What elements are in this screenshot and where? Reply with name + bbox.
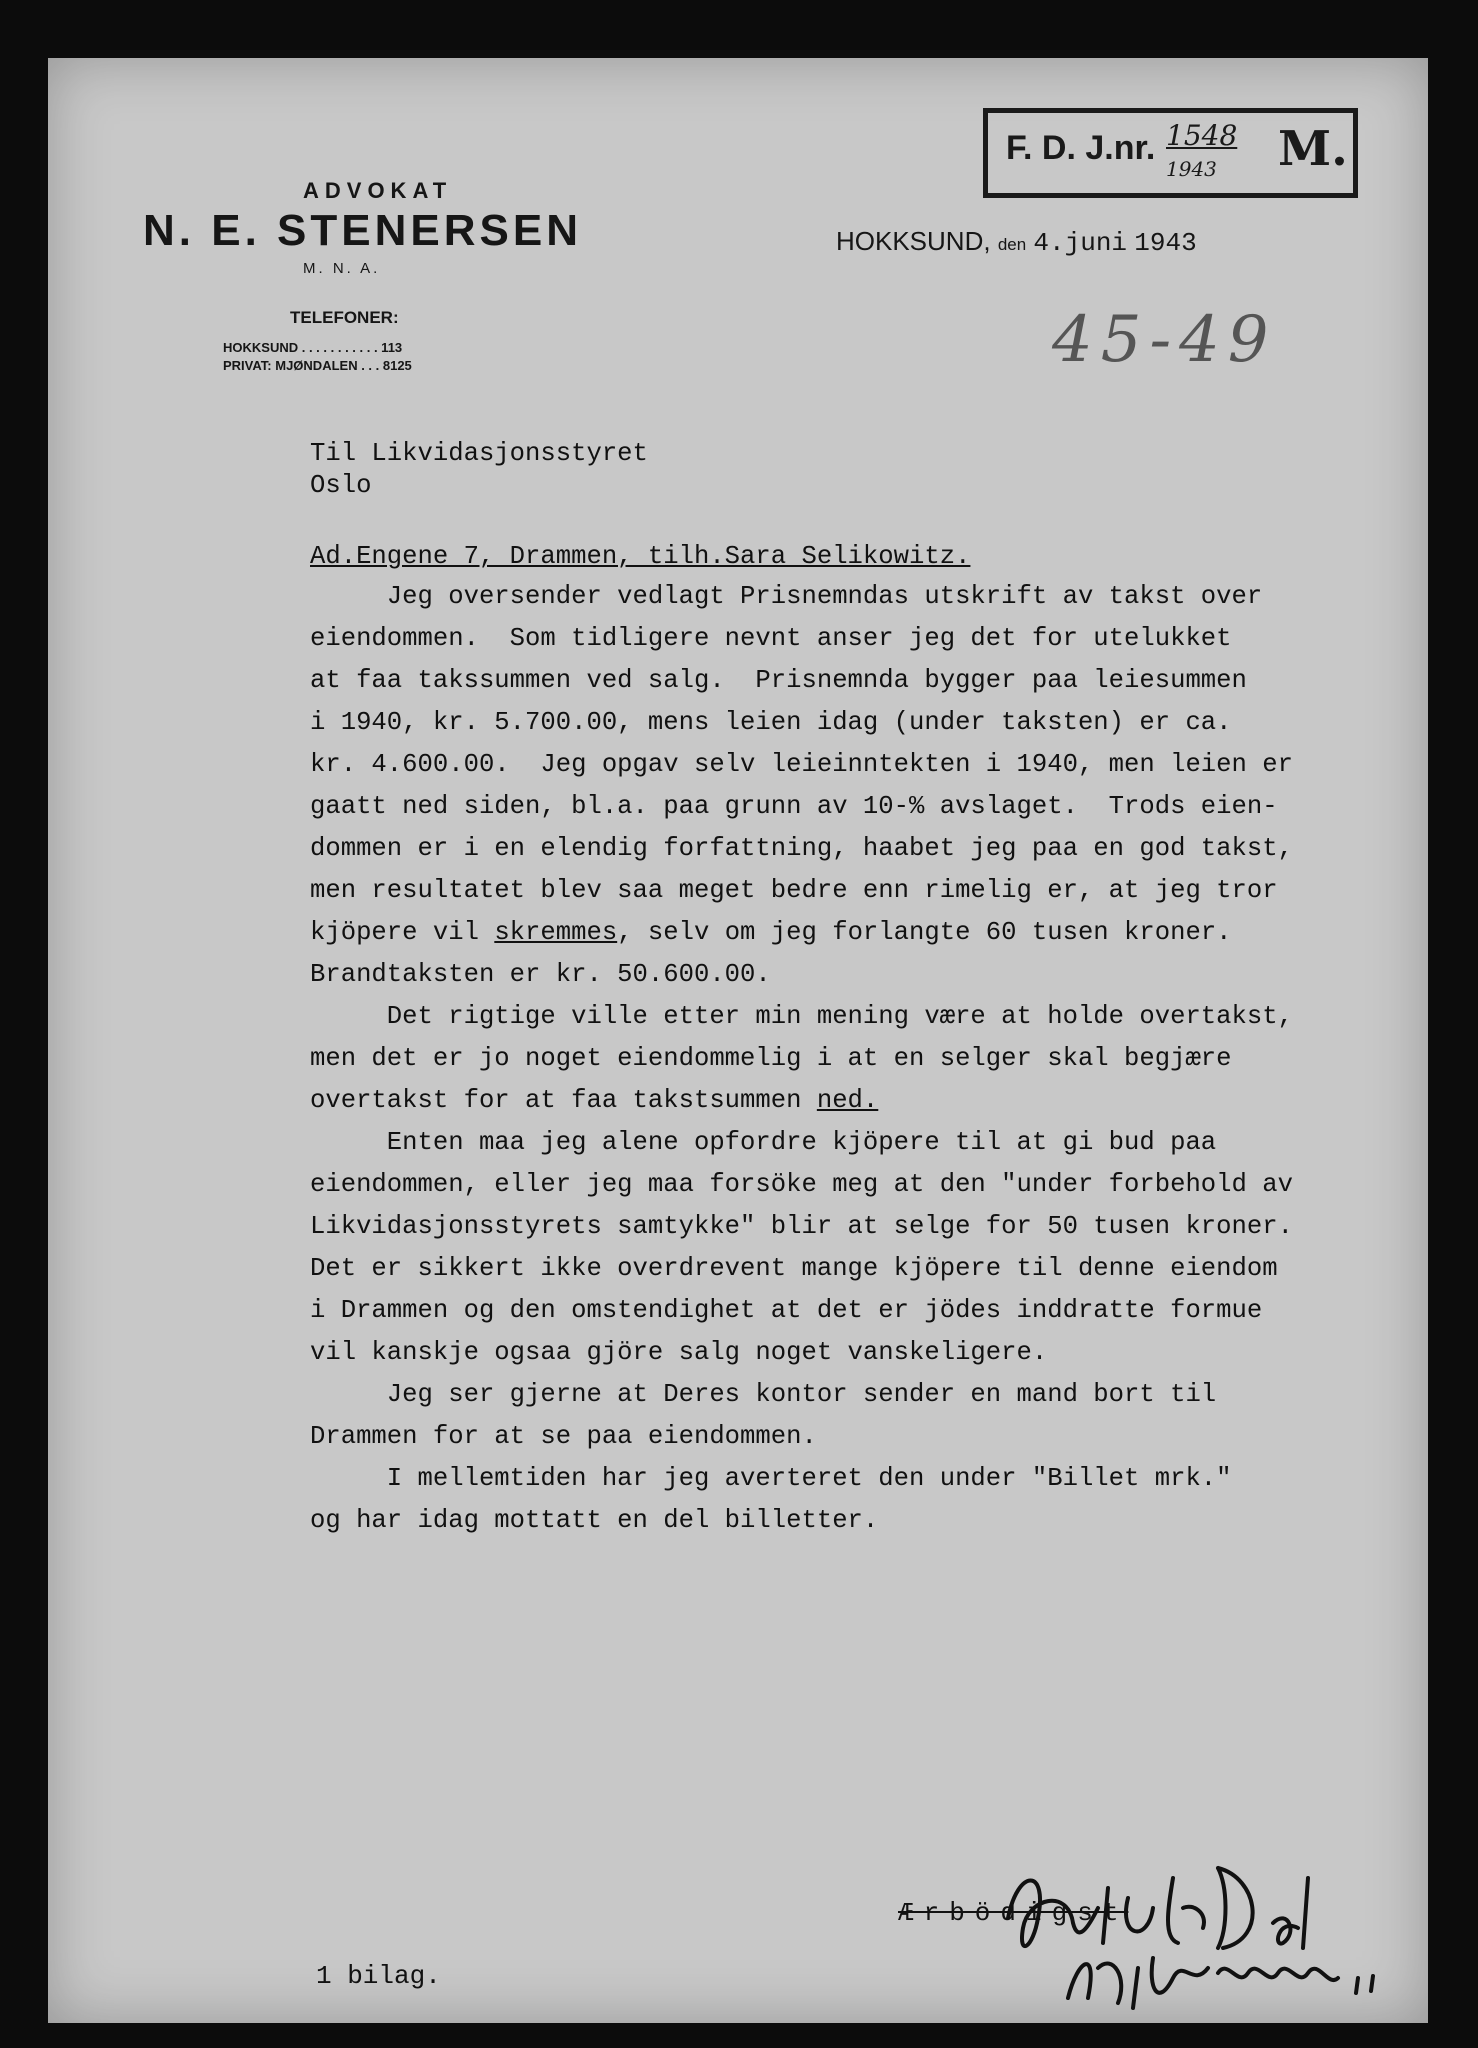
body-line: Likvidasjonsstyrets samtykke" blir at selge for 50 tusen kroner. [310,1212,1293,1241]
body-line: I mellemtiden har jeg averteret den under "Billet mrk." [310,1464,1232,1493]
body-line: dommen er i en elendig forfattning, haabet jeg paa en god takst, [310,834,1293,863]
body-line: Enten maa jeg alene opfordre kjöpere til at gi bud paa [310,1128,1217,1157]
body-line: gaatt ned siden, bl.a. paa grunn av 10-% avslaget. Trods eien- [310,792,1278,821]
underlined-word: ned. [816,1086,879,1115]
dateline [836,226,1197,258]
body-line: eiendommen, eller jeg maa forsöke meg at den "under forbehold av [310,1170,1293,1199]
telephones-heading: TELEFONER: [290,308,399,327]
body-line: i 1940, kr. 5.700.00, mens leien idag (under taksten) er ca. [310,708,1232,737]
attachment-note: 1 bilag. [316,1961,441,1991]
body-line: overtakst for at faa takstsummen [310,1086,817,1115]
body-line: Brandtaksten er kr. 50.600.00. [310,960,771,989]
body-line: eiendommen. Som tidligere nevnt anser jeg det for utelukket [310,624,1232,653]
stamp-number: 1548 [1166,119,1238,152]
date-year: 1943 [1134,228,1197,258]
recipient-line: Til Likvidasjonsstyret [310,439,648,468]
body-line: og har idag mottatt en del billetter. [310,1506,879,1535]
date-den: den [997,235,1027,254]
body-line: Det er sikkert ikke overdrevent mange kjöpere til denne eiendom [310,1254,1278,1283]
body-line: Drammen for at se paa eiendommen. [310,1422,817,1451]
stamp-mark: M. [1278,121,1348,177]
body-line-tail: , selv om jeg forlangte 60 tusen kroner. [617,918,1232,947]
body-line: i Drammen og den omstendighet at det er jödes inddratte formue [310,1296,1263,1325]
letterhead-name: N. E. STENERSEN [143,206,582,255]
body-line: Det rigtige ville etter min mening være at holde overtakst, [310,1002,1293,1031]
date-place: HOKKSUND, [836,226,991,256]
handwritten-signature [978,1848,1448,2018]
letter-page [48,58,1428,2023]
recipient-address [310,438,1430,502]
letterhead-suffix: M. N. A. [303,260,381,277]
handwritten-reference: 45-49 [1052,303,1277,377]
body-line: Jeg oversender vedlagt Prisnemndas utskrift av takst over [310,582,1263,611]
body-line: men resultatet blev saa meget bedre enn rimelig er, at jeg tror [310,876,1278,905]
body-line: Jeg ser gjerne at Deres kontor sender en mand bort til [310,1380,1217,1409]
recipient-line: Oslo [310,471,372,500]
letterhead-title: ADVOKAT [303,178,453,203]
body-line: vil kanskje ogsaa gjöre salg noget vanskeligere. [310,1338,1048,1367]
body-line: kjöpere vil [310,918,495,947]
body-line: at faa takssummen ved salg. Prisnemnda bygger paa leiesummen [310,666,1247,695]
body-line: men det er jo noget eiendommelig i at en selger skal begjære [310,1044,1232,1073]
subject-line: Ad.Engene 7, Drammen, tilh.Sara Selikowitz. [310,542,971,571]
phone-line: HOKKSUND . . . . . . . . . . . 113 [223,340,403,355]
phone-line: PRIVAT: MJØNDALEN . . . 8125 [223,358,412,373]
stamp-label: F. D. J.nr. [1006,129,1156,167]
letter-body [310,576,1430,1542]
date-day-month: 4.juni [1033,228,1128,258]
journal-stamp [983,108,1358,198]
stamp-year: 1943 [1166,157,1217,181]
body-line: kr. 4.600.00. Jeg opgav selv leieinntekten i 1940, men leien er [310,750,1293,779]
underlined-word: skremmes [494,918,618,947]
closing-struck: Ærbödigst [898,1898,1129,1928]
